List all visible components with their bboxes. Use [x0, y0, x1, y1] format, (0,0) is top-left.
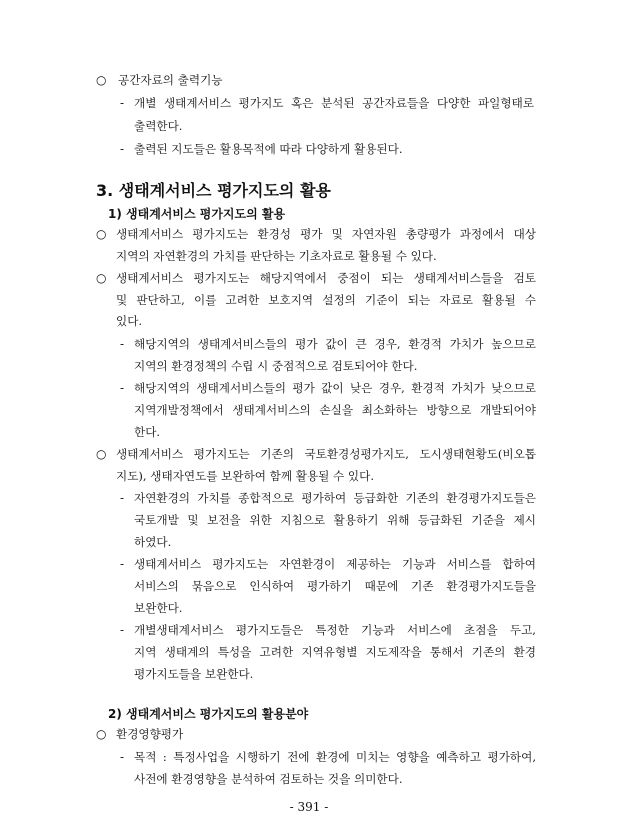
circle-bullet-icon: ○ [96, 73, 107, 87]
text-line: 출력된 지도들은 활용목적에 따라 다양하게 활용된다. [134, 142, 403, 156]
circle-bullet-icon: ○ [96, 727, 107, 741]
text-line: 개별생태계서비스 평가지도들은 특정한 기능과 서비스에 초점을 두고, [134, 623, 536, 637]
text-line: 출력한다. [134, 119, 183, 133]
text-line: 하였다. [134, 535, 172, 549]
text-line: 자연환경의 가치를 종합적으로 평가하여 등급화한 기존의 환경평가지도들은 [134, 491, 536, 505]
circle-bullet-icon: ○ [96, 227, 107, 241]
text-line: 생태계서비스 평가지도는 기존의 국토환경성평가지도, 도시생태현황도(비오톱 [116, 447, 536, 461]
text-line: 해당지역의 생태계서비스들의 평가 값이 낮은 경우, 환경적 가치가 낮으므로 [134, 381, 536, 395]
text-line: 생태계서비스 평가지도는 환경성 평가 및 자연자원 총량평가 과정에서 대상 [116, 227, 536, 241]
text-line: 평가지도들을 보완한다. [134, 667, 254, 681]
text-line: 생태계서비스 평가지도는 해당지역에서 중점이 되는 생태계서비스들을 검토 [116, 271, 536, 285]
dash-bullet: - [120, 337, 125, 351]
text-line: 환경영향평가 [116, 727, 184, 741]
subsection-title: 2) 생태계서비스 평가지도의 활용분야 [108, 707, 309, 721]
page-number: - 391 - [289, 800, 329, 814]
text-line: 해당지역의 생태계서비스들의 평가 값이 큰 경우, 환경적 가치가 높으므로 [134, 337, 536, 351]
circle-bullet-icon: ○ [96, 271, 107, 285]
dash-bullet: - [120, 96, 125, 110]
dash-bullet: - [120, 623, 125, 637]
text-line: 국토개발 및 보전을 위한 지침으로 활용하기 위해 등급화된 기준을 제시 [134, 513, 536, 527]
text-line: 지도), 생태자연도를 보완하여 함께 활용될 수 있다. [116, 469, 374, 483]
text-line: 생태계서비스 평가지도는 자연환경이 제공하는 기능과 서비스를 합하여 [134, 557, 536, 571]
dash-bullet: - [120, 381, 125, 395]
dash-bullet: - [120, 491, 125, 505]
text-line: 지역의 환경정책의 수립 시 중점적으로 검토되어야 한다. [134, 359, 418, 373]
text-line: 지역개발정책에서 생태계서비스의 손실을 최소화하는 방향으로 개발되어야 [134, 403, 536, 417]
dash-bullet: - [120, 142, 125, 156]
text-line: 보완한다. [134, 601, 183, 615]
text-line: 개별 생태계서비스 평가지도 혹은 분석된 공간자료들을 다양한 파일형태로 [134, 96, 534, 110]
section-title: 3. 생태계서비스 평가지도의 활용 [96, 181, 331, 200]
dash-bullet: - [120, 750, 125, 764]
dash-bullet: - [120, 557, 125, 571]
text-line: 및 판단하고, 이를 고려한 보호지역 설정의 기준이 되는 자료로 활용될 수 [116, 293, 536, 307]
subsection-title: 1) 생태계서비스 평가지도의 활용 [108, 207, 286, 221]
text-line: 있다. [116, 314, 143, 328]
text-line: 사전에 환경영향을 분석하여 검토하는 것을 의미한다. [134, 772, 403, 786]
text-line: 지역의 자연환경의 가치를 판단하는 기초자료로 활용될 수 있다. [116, 249, 437, 263]
item-heading: 공간자료의 출력기능 [118, 73, 223, 87]
circle-bullet-icon: ○ [96, 447, 107, 461]
text-line: 서비스의 묶음으로 인식하여 평가하기 때문에 기존 환경평가지도들을 [134, 579, 536, 593]
text-line: 한다. [134, 425, 161, 439]
text-line: 지역 생태계의 특성을 고려한 지역유형별 지도제작을 통해서 기존의 환경 [134, 645, 536, 659]
text-line: 목적 : 특정사업을 시행하기 전에 환경에 미치는 영향을 예측하고 평가하여, [134, 750, 536, 764]
